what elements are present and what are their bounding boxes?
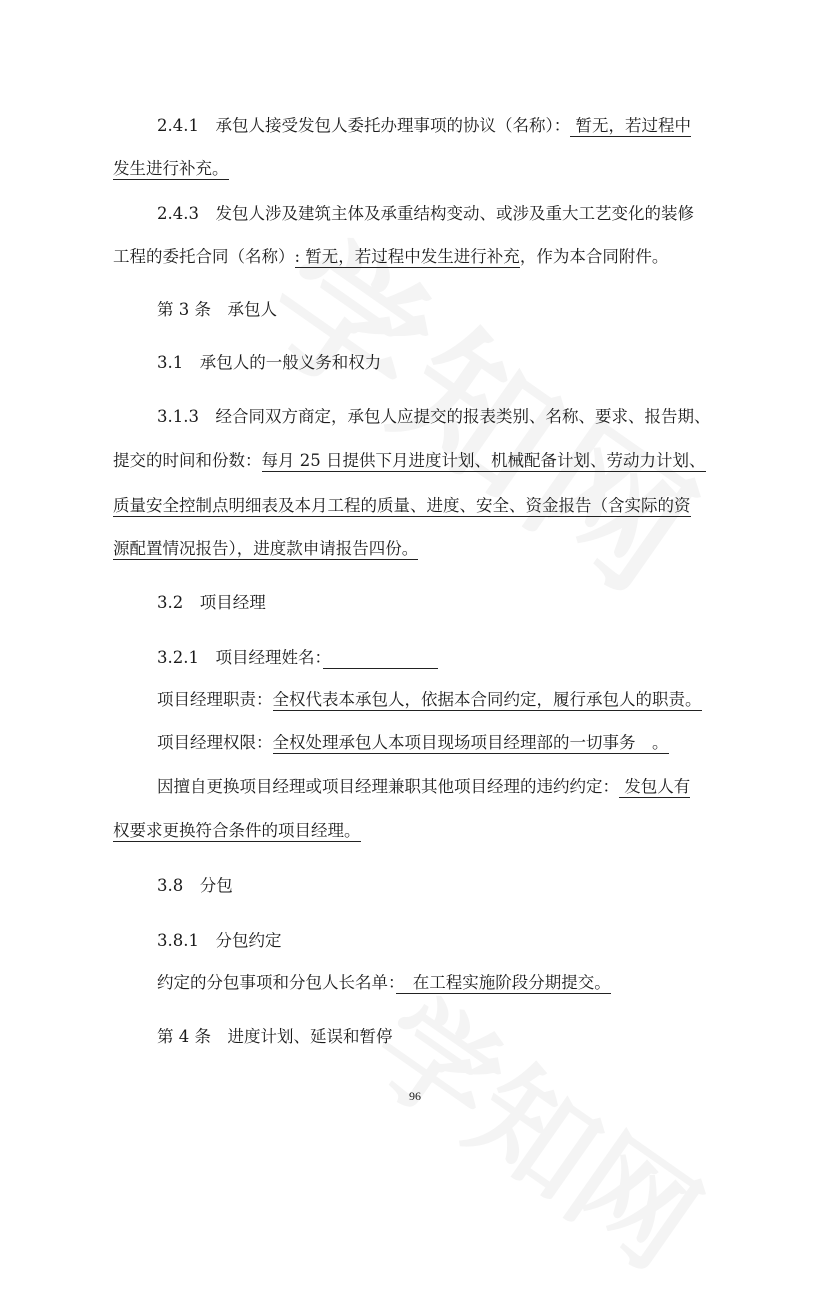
manager-duties: 项目经理职责：全权代表本承包人，依据本合同约定，履行承包人的职责。: [157, 690, 702, 709]
clause-2-4-1-line2: [0, 157, 830, 181]
fill-in-field: 权要求更换符合条件的项目经理。: [113, 821, 361, 840]
section-3-1-heading: 3.1 承包人的一般义务和权力: [157, 353, 382, 372]
clause-3-1-3-line4: [0, 537, 830, 561]
clause-2-4-3-line1: 2.4.3 发包人涉及建筑主体及承重结构变动、或涉及重大工艺变化的装修: [157, 204, 694, 223]
manager-name-field: [323, 648, 439, 669]
fill-in-field: : 暂无，若过程中发生进行补充: [294, 247, 520, 266]
fill-in-field: 发包人有: [619, 777, 691, 796]
fill-in-field: 全权处理承包人本项目现场项目经理部的一切事务 。: [272, 733, 669, 752]
breach-clause-line1: 因擅自更换项目经理或项目经理兼职其他项目经理的违约约定： 发包人有: [157, 777, 691, 796]
fill-in-field: 发生进行补充。: [113, 159, 229, 178]
clause-3-1-3-line2: 提交的时间和份数：每月 25 日提供下月进度计划、机械配备计划、劳动力计划、: [113, 451, 706, 470]
fill-in-field: 暂无，若过程中: [570, 116, 691, 135]
watermark: [343, 952, 737, 1299]
clause-3-1-3-line1: 3.1.3 经合同双方商定，承包人应提交的报表类别、名称、要求、报告期、: [157, 407, 711, 426]
fill-in-field: 源配置情况报告），进度款申请报告四份。: [113, 539, 419, 558]
clause-2-4-3-line2: 工程的委托合同（名称）: 暂无，若过程中发生进行补充，作为本合同附件。: [113, 247, 669, 266]
fill-in-field: 质量安全控制点明细表及本月工程的质量、进度、安全、资金报告（含实际的资: [113, 496, 691, 515]
manager-authority: 项目经理权限：全权处理承包人本项目现场项目经理部的一切事务 。: [157, 733, 669, 752]
clause-3-1-3-line3: [0, 494, 830, 518]
article-4-heading: 第 4 条 进度计划、延误和暂停: [157, 1027, 393, 1046]
fill-in-field: 每月 25 日提供下月进度计划、机械配备计划、劳动力计划、: [261, 451, 706, 470]
clause-3-2-1: 3.2.1 项目经理姓名：: [0, 646, 830, 670]
page-number: 96: [409, 1089, 421, 1103]
fill-in-field: 全权代表本承包人，依据本合同约定，履行承包人的职责。: [272, 690, 702, 709]
section-3-2-heading: 3.2 项目经理: [157, 593, 266, 612]
clause-2-4-1-line1: 2.4.1 承包人接受发包人委托办理事项的协议（名称）： 暂无，若过程中: [157, 116, 691, 135]
breach-clause-line2: [0, 819, 830, 843]
article-3-heading: 第 3 条 承包人: [157, 300, 277, 319]
fill-in-field: 在工程实施阶段分期提交。: [396, 973, 611, 992]
subcontract-clause: 约定的分包事项和分包人长名单： 在工程实施阶段分期提交。: [157, 973, 611, 992]
section-3-8-heading: 3.8 分包: [157, 876, 233, 895]
section-3-8-1-heading: 3.8.1 分包约定: [157, 931, 282, 950]
